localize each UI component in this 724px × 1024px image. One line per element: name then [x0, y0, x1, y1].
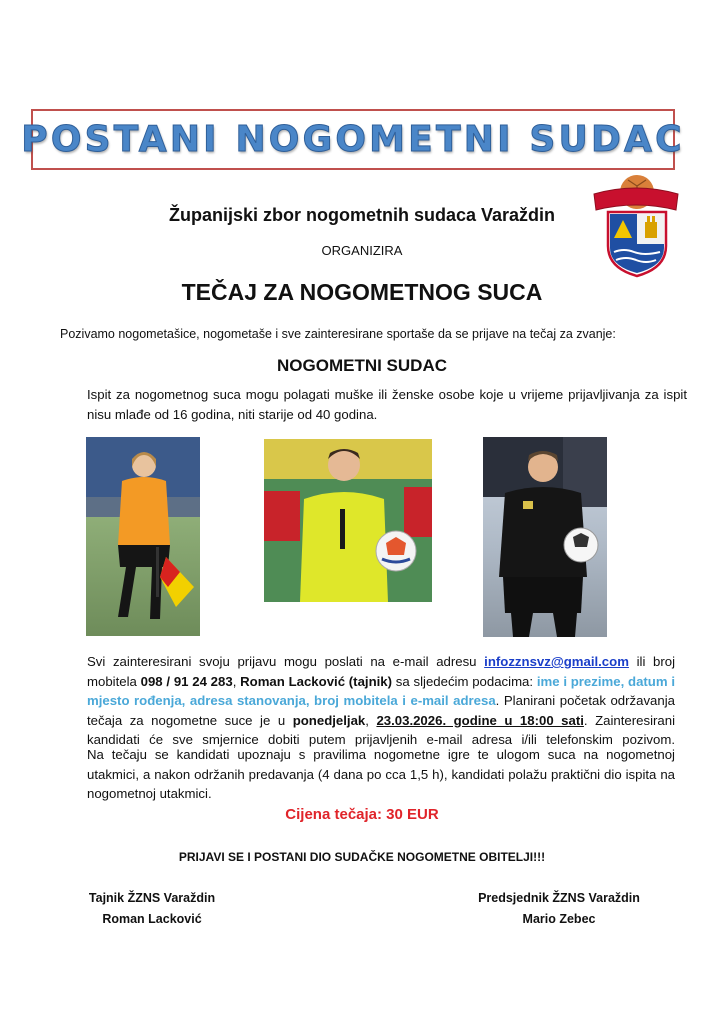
president-role: Predsjednik ŽZNS Varaždin: [478, 891, 640, 905]
organization-name: Županijski zbor nogometnih sudaca Varaždin: [168, 205, 556, 225]
contact-person: Roman Lacković (tajnik): [240, 673, 393, 689]
start-day: ponedjeljak: [292, 712, 366, 728]
association-logo: [590, 172, 682, 280]
title-banner: [21, 109, 685, 170]
course-price: Cijena tečaja: 30 EUR: [285, 806, 439, 823]
course-title: TEČAJ ZA NOGOMETNOG SUCA: [181, 279, 543, 305]
signup-paragraph: Svi zainteresirani svoju prijavu mogu poslati na e-mail adresu infozznsvz@gmail.com ili broj mobitela 098 / 91 24 283, Roman Lacković (tajnik) sa sljedećim podacima: ime i prezime, datum i mjesto rođenja, adresa stanovanja, broj mobitela i e-mail adresa. Planirani početak održavanja tečaja za nogometne suce je u ponedjeljak, 23.03.2026. godine u 18:00 sati. Zainteresirani kandidati će sve smjernice dobiti putem prijavljenih e-mail adresa i/ili telefonskim pozivom.: [87, 654, 675, 747]
organizes-label: ORGANIZIRA: [321, 243, 403, 258]
secretary-role: Tajnik ŽZNS Varaždin: [88, 891, 216, 905]
call-to-action: PRIJAVI SE I POSTANI DIO SUDAČKE NOGOMETNE OBITELJI!!!: [178, 850, 546, 864]
required-fields: ime i prezime, datum i mjesto rođenja, adresa stanovanja, broj mobitela i e-mail adresa: [87, 673, 675, 708]
requirements-text: Ispit za nogometnog suca mogu polagati muške ili ženske osobe koje u vrijeme prijavljivanja za ispit nisu mlađe od 16 godina, niti starije od 40 godina.: [87, 387, 687, 422]
subtitle: NOGOMETNI SUDAC: [277, 356, 447, 375]
phone-number: 098 / 91 24 283: [140, 673, 233, 689]
referee-with-ball-yellow-photo: [264, 439, 432, 602]
signature-president: [472, 888, 646, 930]
invitation-text: Pozivamo nogometašice, nogometaše i sve zainteresirane sportaše da se prijave na tečaj za zvanje:: [60, 327, 616, 341]
start-datetime: 23.03.2026. godine u 18:00 sati: [376, 712, 584, 728]
referee-with-ball-black-photo: [483, 437, 607, 637]
logo-emblem-icon: [590, 172, 682, 280]
course-info-paragraph: Na tečaju se kandidati upoznaju s pravilima nogometne igre te ulogom suca na nogometnoj utakmici, a nakon održanih predavanja (4 dana po cca 1,5 h), kandidati polažu praktični dio ispita na nogometnoj utakmici.: [87, 747, 675, 801]
secretary-name: Roman Lacković: [102, 912, 202, 926]
assistant-referee-photo: [86, 437, 200, 636]
email-link[interactable]: infozznsvz@gmail.com: [484, 654, 629, 669]
signature-secretary: [72, 888, 232, 930]
page-title: POSTANI NOGOMETNI SUDAC: [21, 119, 685, 160]
president-name: Mario Zebec: [522, 912, 596, 926]
